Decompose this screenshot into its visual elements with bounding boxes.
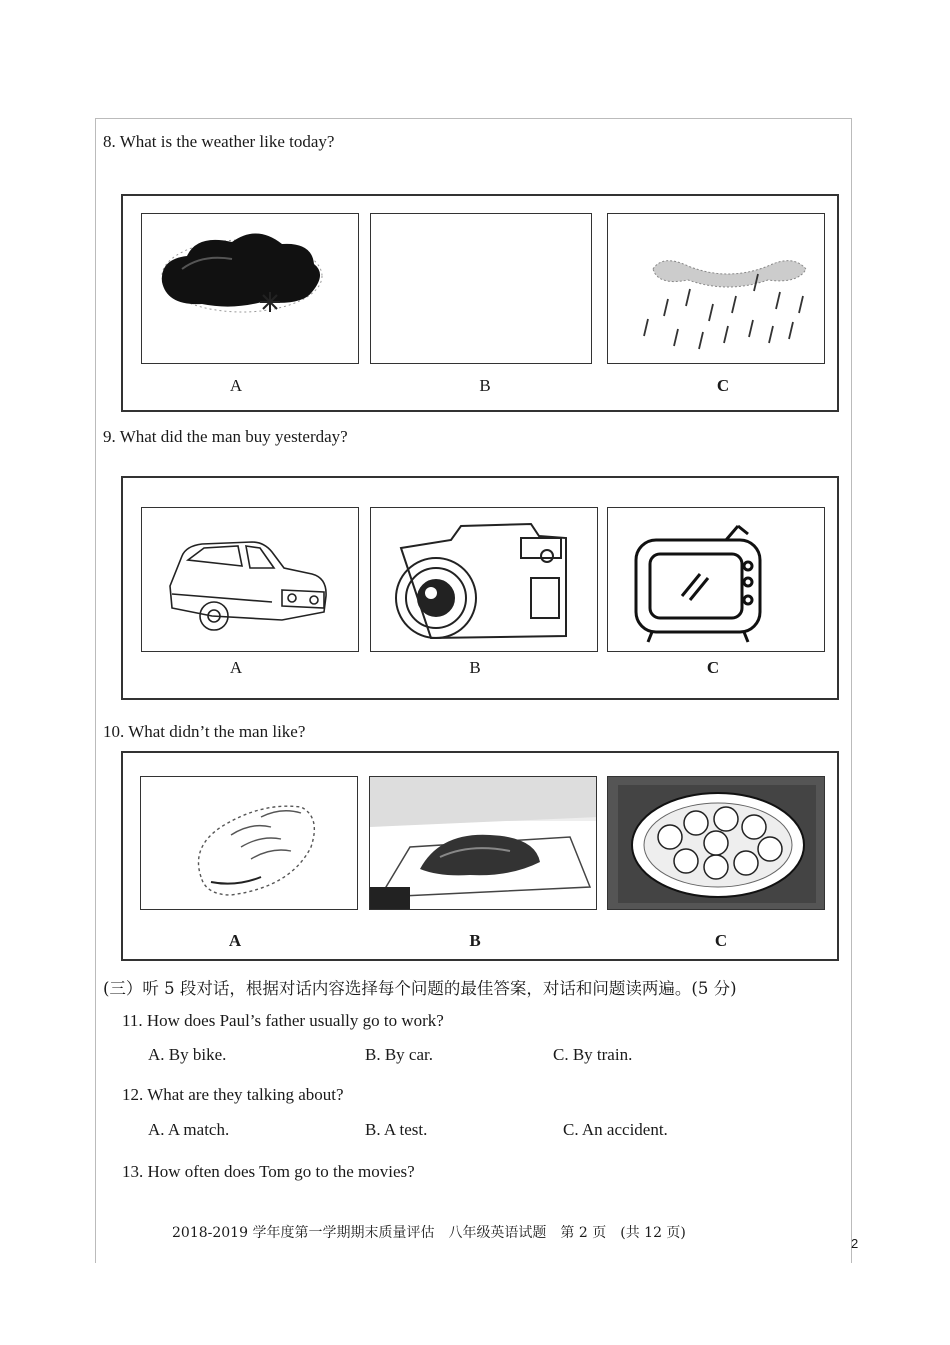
- picture-9b[interactable]: [370, 507, 598, 652]
- option-9a-label: A: [229, 658, 243, 677]
- question-10-text: 10. What didn’t the man like?: [103, 722, 306, 741]
- snowflake-icon: [260, 292, 280, 312]
- question-11-option-b[interactable]: B. By car.: [365, 1045, 433, 1064]
- option-8c-label: C: [716, 376, 730, 395]
- question-11-text: 11. How does Paul’s father usually go to work?: [122, 1011, 444, 1030]
- camera-icon: [371, 508, 598, 652]
- picture-10a[interactable]: [140, 776, 358, 910]
- picture-8c[interactable]: [607, 213, 825, 364]
- picture-10c[interactable]: [607, 776, 825, 910]
- tv-icon: [608, 508, 825, 652]
- question-8-text: 8. What is the weather like today?: [103, 132, 335, 151]
- question-12-text: 12. What are they talking about?: [122, 1085, 344, 1104]
- bread-icon: [141, 777, 358, 910]
- section-3-heading: (三）听 5 段对话，根据对话内容选择每个问题的最佳答案，对话和问题读两遍。(5 分): [103, 979, 737, 998]
- question-9-picture-frame: [121, 476, 839, 700]
- page-border-top: [95, 118, 852, 119]
- question-8-picture-frame: [121, 194, 839, 412]
- option-8b-label: B: [479, 376, 491, 395]
- picture-8a[interactable]: [141, 213, 359, 364]
- option-10b-label: B: [469, 931, 481, 950]
- question-12-option-c[interactable]: C. An accident.: [563, 1120, 668, 1139]
- dumplings-plate-icon: [608, 777, 825, 910]
- question-10-picture-frame: [121, 751, 839, 961]
- rain-cloud-icon: [608, 214, 825, 364]
- option-10c-label: C: [714, 931, 728, 950]
- question-11-option-c[interactable]: C. By train.: [553, 1045, 633, 1064]
- question-12-option-a[interactable]: A. A match.: [148, 1120, 230, 1139]
- blank-picture: [371, 214, 592, 364]
- picture-8b[interactable]: [370, 213, 592, 364]
- page-border-left: [95, 118, 96, 1263]
- question-9-text: 9. What did the man buy yesterday?: [103, 427, 348, 446]
- page-footer: 2018-2019 学年度第一学期期末质量评估 八年级英语试题 第 2 页 (共 12 页): [172, 1225, 686, 1241]
- page-number: 2: [851, 1236, 859, 1251]
- meat-dish-icon: [370, 777, 597, 910]
- car-icon: [142, 508, 359, 652]
- question-11-option-a[interactable]: A. By bike.: [148, 1045, 227, 1064]
- option-10a-label: A: [228, 931, 242, 950]
- option-8a-label: A: [229, 376, 243, 395]
- question-12-option-b[interactable]: B. A test.: [365, 1120, 428, 1139]
- picture-9c[interactable]: [607, 507, 825, 652]
- page-border-right: [851, 118, 852, 1263]
- question-13-text: 13. How often does Tom go to the movies?: [122, 1162, 415, 1181]
- picture-10b[interactable]: [369, 776, 597, 910]
- picture-9a[interactable]: [141, 507, 359, 652]
- option-9c-label: C: [706, 658, 720, 677]
- snow-cloud-icon: [142, 214, 359, 364]
- option-9b-label: B: [469, 658, 481, 677]
